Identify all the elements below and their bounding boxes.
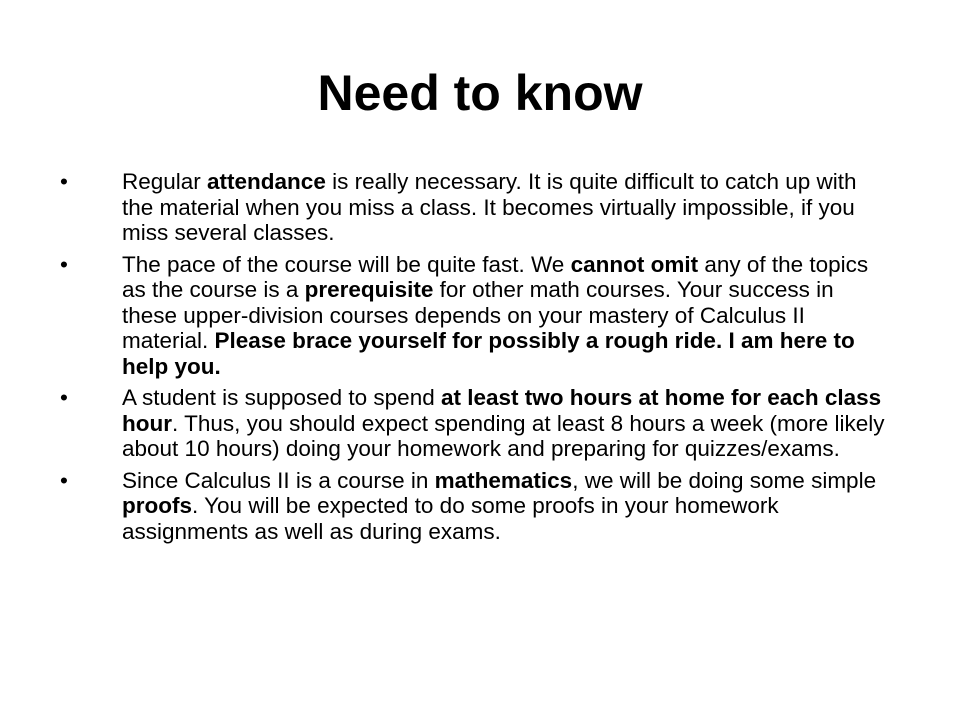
- bullet-text-bold: at least two hours at home for each class hour: [122, 385, 882, 436]
- bullet-list: [60, 169, 890, 550]
- bullet-text-segment: . You will be expected to do some proofs in your homework assignments as well as during exams.: [122, 493, 779, 544]
- bullet-text-segment: any of the topics as the course is a: [122, 251, 869, 302]
- bullet-text-bold: Please brace yourself for possibly a rough ride. I am here to help you.: [122, 328, 855, 379]
- bullet-text-bold: attendance: [207, 169, 326, 194]
- bullet-text-segment: . Thus, you should expect spending at least 8 hours a week (more likely about 10 hours) doing your homework and preparing for quizzes/exams.: [122, 410, 885, 461]
- bullet-text-segment: The pace of the course will be quite fast. We: [122, 251, 571, 277]
- bullet-text-segment: Since Calculus II is a course in: [122, 467, 435, 493]
- bullet-text-bold: mathematics: [434, 467, 573, 493]
- bullet-text-segment: for other math courses. Your success in these upper-division courses depends on your mastery of Calculus II material.: [122, 277, 834, 353]
- bullet-text-segment: Regular: [122, 169, 208, 194]
- bullet-text-segment: is really necessary. It is quite difficult to catch up with the material when you miss a class. It becomes virtually impossible, if you miss several classes.: [122, 169, 857, 245]
- bullet-text-segment: , we will be doing some simple: [572, 467, 877, 493]
- bullet-marker: •: [60, 385, 68, 410]
- bullet-item-proofs: [60, 468, 890, 545]
- bullet-marker: •: [60, 467, 68, 493]
- bullet-marker: •: [60, 251, 68, 277]
- bullet-text-bold: prerequisite: [304, 277, 434, 302]
- bullet-text-segment: A student is supposed to spend: [122, 385, 441, 410]
- bullet-item-study-hours: [60, 385, 890, 462]
- bullet-text-bold: proofs: [122, 493, 192, 518]
- slide-title: Need to know: [317, 65, 643, 121]
- bullet-item-attendance: [60, 169, 890, 246]
- bullet-item-course-pace: [60, 252, 890, 380]
- bullet-text-bold: cannot omit: [570, 251, 699, 277]
- bullet-marker: •: [60, 169, 68, 194]
